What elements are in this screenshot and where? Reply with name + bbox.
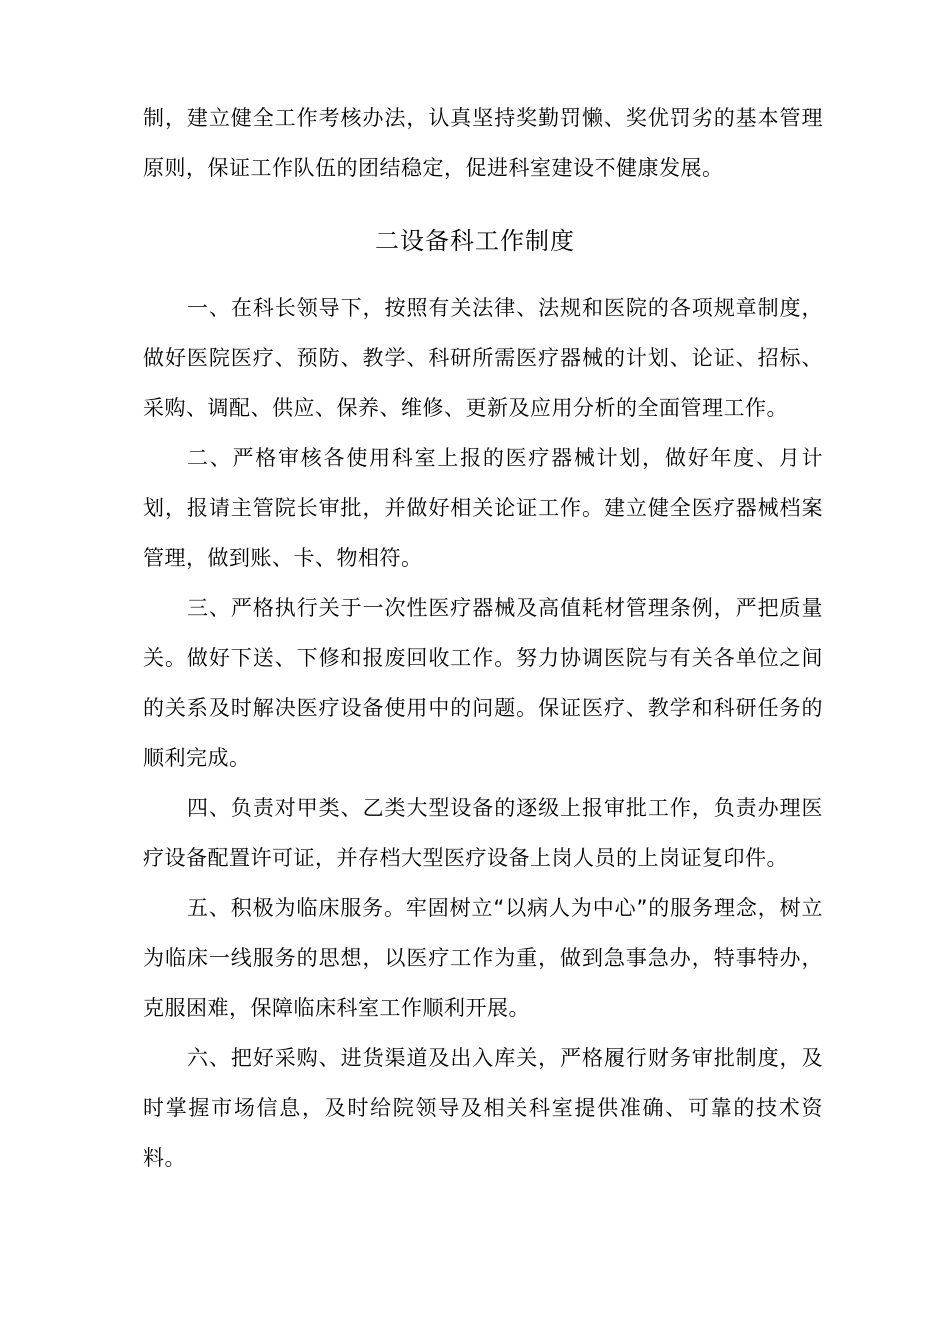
paragraph-5: 五、积极为临床服务。牢固树立“以病人为中心”的服务理念，树立为临床一线服务的思想，以医疗工作为重，做到急事急办，特事特办，克服困难，保障临床科室工作顺利开展。 bbox=[143, 896, 823, 1020]
continuation-paragraph: 制，建立健全工作考核办法，认真坚持奖勤罚懒、奖优罚劣的基本管理原则，保证工作队伍的团结稳定，促进科室建设不健康发展。 bbox=[143, 106, 823, 180]
section-title: 二设备科工作制度 bbox=[375, 227, 575, 255]
paragraph-2: 二、严格审核各使用科室上报的医疗器械计划，做好年度、月计划，报请主管院长审批，并做好相关论证工作。建立健全医疗器械档案管理，做到账、卡、物相符。 bbox=[143, 446, 823, 570]
paragraph-4: 四、负责对甲类、乙类大型设备的逐级上报审批工作，负责办理医疗设备配置许可证，并存档大型医疗设备上岗人员的上岗证复印件。 bbox=[143, 796, 823, 870]
paragraph-3: 三、严格执行关于一次性医疗器械及高值耗材管理条例，严把质量关。做好下送、下修和报废回收工作。努力协调医院与有关各单位之间的关系及时解决医疗设备使用中的问题。保证医疗、教学和科研任务的顺利完成。 bbox=[143, 596, 823, 770]
paragraph-1: 一、在科长领导下，按照有关法律、法规和医院的各项规章制度，做好医院医疗、预防、教学、科研所需医疗器械的计划、论证、招标、采购、调配、供应、保养、维修、更新及应用分析的全面管理工作。 bbox=[143, 296, 823, 420]
section-body bbox=[143, 283, 823, 1183]
paragraph-6: 六、把好采购、进货渠道及出入库关，严格履行财务审批制度，及时掌握市场信息，及时给院领导及相关科室提供准确、可靠的技术资料。 bbox=[143, 1046, 823, 1170]
